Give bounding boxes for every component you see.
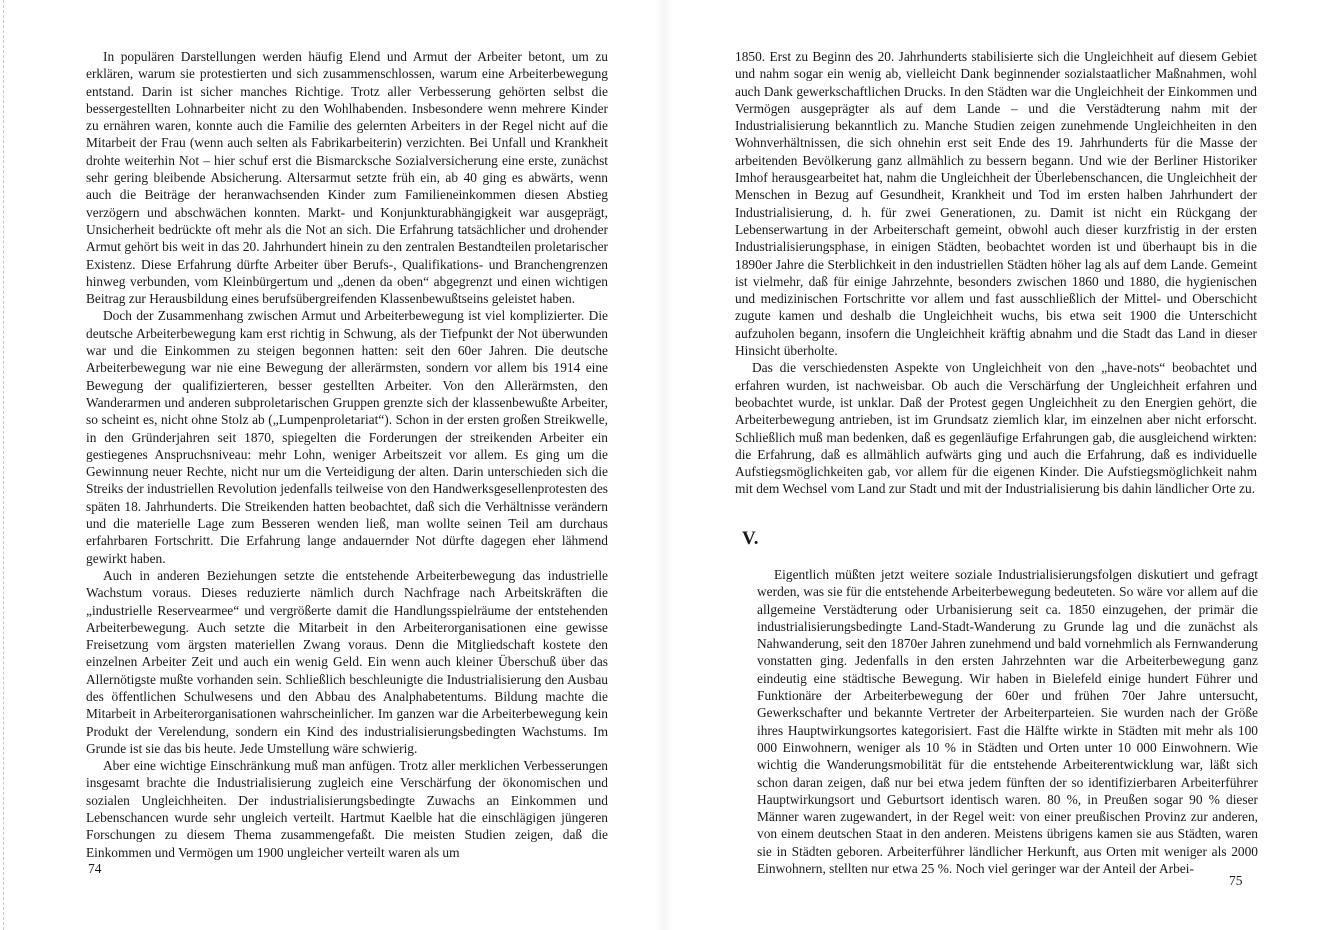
right-page-body-top: [735, 48, 1257, 498]
paragraph: Das die verschiedensten Aspekte von Ungleichheit von den „have-nots“ beobachtet und erfahren wurden, ist nachweisbar. Ob auch die Verschärfung der Ungleichheit erfahren und beobachtet wurde, ist unklar. Daß der Protest gegen Ungleichheit zu den Energien gehört, die Arbeiterbewegung antrieben, ist im Grundsatz ziemlich klar, im einzelnen aber nicht erforscht. Schließlich muß man bedenken, daß es gegenläufige Erfahrungen gab, die ausgleichend wirkten: die Erfahrung, daß es allmählich aufwärts ging und auch die Erfahrung, daß es individuelle Aufstiegsmöglichkeiten gab, vor allem für die eigenen Kinder. Die Aufstiegsmöglichkeit nahm mit dem Wechsel vom Land zur Stadt und mit der Industrialisierung bis dahin ländlicher Orte zu.: [735, 360, 1257, 497]
page-number: 74: [88, 861, 102, 876]
paragraph: 1850. Erst zu Beginn des 20. Jahrhunderts stabilisierte sich die Ungleichheit auf diesem Gebiet und nahm sogar ein wenig ab, vielleicht Dank beginnender sozialstaatlicher Maßnahmen, wohl auch Dank gewerkschaftlichen Drucks. In den Städten war die Ungleichheit der Einkommen und Vermögen ausgeprägter als auf dem Lande – und die Verstädterung nahm mit der Industrialisierung bekanntlich zu. Manche Studien zeigen zunehmende Ungleichheiten in den Wohnverhältnissen, die sich ohnehin erst seit Ende des 19. Jahrhunderts für die Masse der arbeitenden Bevölkerung ganz allmählich zu bessern begann. Und wie der Berliner Historiker Imhof herausgearbeitet hat, nahm die Ungleichheit der Überlebenschancen, die Ungleichheit der Menschen in Bezug auf Gesundheit, Krankheit und Tod im ersten halben Jahrhundert der Industrialisierung, d. h. für zwei Generationen, zu. Damit ist nicht ein Rückgang der Lebenserwartung in der Arbeiterschaft gemeint, obwohl auch dieser kurzfristig in der ersten Industrialisierungsphase, in einigen Städten, beobachtet worden ist und überhaupt bis in die 1890er Jahre die Sterblichkeit in den industriellen Städten höher lag als auf dem Lande. Gemeint ist vielmehr, daß für einige Jahrzehnte, besonders zwischen 1860 und 1880, die hygienischen und medizinischen Fortschritte vor allem und fast ausschließlich der Mittel- und Oberschicht zugute kamen und deshalb die Ungleichheit wuchs, bis etwa seit 1900 die Unterschicht aufzuholen begann, insofern die Ungleichheit kräftig abnahm und die Stadt das Land in dieser Hinsicht überholte.: [735, 49, 1257, 359]
paragraph: In populären Darstellungen werden häufig Elend und Armut der Arbeiter betont, um zu erklären, warum sie protestierten und sich zusammenschlossen, warum eine Arbeiterbewegung entstand. Darin ist sicher manches Richtige. Trotz aller Verbesserung gehörten selbst die bessergestellten Lohnarbeiter nicht zu den Wohlhabenden. Insbesondere wenn mehrere Kinder zu ernähren waren, konnte auch die Familie des gelernten Arbeiters in der Regel nicht auf die Mitarbeit der Frau (wenn auch selten als Fabrikarbeiterin) verzichten. Bei Unfall und Krankheit drohte weiterhin Not – hier schuf erst die Bismarcksche Sozialversicherung eine erste, zunächst sehr gering bleibende Absicherung. Altersarmut setzte früh ein, ab 40 ging es abwärts, wenn auch die Beiträge der heranwachsenden Kinder zum Familieneinkommen diesen Abstieg verzögern und abschwächen konnten. Markt- und Konjunkturabhängigkeit war ausgeprägt, Unsicherheit bedrückte oft mehr als die Not an sich. Die Erfahrung tatsächlicher und drohender Armut gehört bis weit in das 20. Jahrhundert hinein zu den zentralen Bestandteilen proletarischer Existenz. Diese Erfahrung dürfte Arbeiter über Berufs-, Qualifikations- und Branchengrenzen hinweg verbunden, vom Kleinbürgertum und „denen da oben“ abgegrenzt und einen wichtigen Beitrag zur Herausbildung eines berufsübergreifenden Klassenbewußtseins geleistet haben.: [86, 49, 608, 307]
paragraph: Aber eine wichtige Einschränkung muß man anfügen. Trotz aller merklichen Verbesserungen insgesamt brachte die Industrialisierung zugleich eine Verschärfung der ökonomischen und sozialen Ungleichheiten. Der industrialisierungsbedingte Zuwachs an Einkommen und Lebenschancen wurde sehr ungleich verteilt. Hartmut Kaelble hat die einschlägigen jüngeren Forschungen zu diesem Thema zusammengefaßt. Die meisten Studien zeigen, daß die Einkommen und Vermögen um 1900 ungleicher verteilt waren als um: [86, 758, 608, 860]
section-heading: V.: [742, 528, 760, 549]
right-page-body-bottom: [757, 566, 1258, 877]
paragraph: Auch in anderen Beziehungen setzte die entstehende Arbeiterbewegung das industrielle Wachstum voraus. Dieses reduzierte nämlich durch Nachfrage nach Arbeitskräften die „industrielle Reservearmee“ und vergrößerte damit die Handlungsspielräume der entstehenden Arbeiterbewegung. Auch setzte die Mitarbeit in den Arbeiterorganisationen eine gewisse Freisetzung vom ärgsten materiellen Zwang voraus. Denn die Mitgliedschaft kostete den einzelnen Arbeiter Zeit und auch ein wenig Geld. Ein wenn auch kleiner Überschuß über das Allernötigste mußte vorhanden sein. Schließlich beschleunigte die Industrialisierung den Ausbau des öffentlichen Schulwesens und den Abbau des Analphabetentums. Bildung machte die Mitarbeit in Arbeiterorganisationen wahrscheinlicher. Im ganzen war die Arbeiterbewegung kein Produkt der Verelendung, sondern ein Kind des industrialisierungsbedingten Wachstums. Im Grunde ist sie das bis heute. Jede Umstellung wäre schwierig.: [86, 567, 608, 756]
paragraph: Eigentlich müßten jetzt weitere soziale Industrialisierungsfolgen diskutiert und gefragt werden, was sie für die entstehende Arbeiterbewegung bedeuteten. So wäre vor allem auf die allgemeine Verstädterung oder Urbanisierung seit ca. 1850 einzugehen, der primär die industrialisierungsbedingte Land-Stadt-Wanderung zu Grunde lag und die zunächst als Nahwanderung, seit den 1870er Jahren zunehmend und bald vornehmlich als Fernwanderung vonstatten ging. Jedenfalls in den ersten Jahrzehnten war die Arbeiterbewegung ganz eindeutig eine städtische Bewegung. Wir haben in Bielefeld einige hundert Führer und Funktionäre der Arbeiterbewegung der 60er und frühen 70er Jahre untersucht, Gewerkschafter und bekannte Vertreter der Arbeiterparteien. Sie wurden nach der Größe ihres Hauptwirkungsortes kategorisiert. Fast die Hälfte wirkte in Städten mit mehr als 100 000 Einwohnern, weniger als 10 % in Städten und Orten unter 10 000 Einwohnern. Wie wichtig die Wanderungsmobilität für die entstehende Arbeiterentwicklung war, läßt sich schon daran zeigen, daß nur bei etwa jedem fünften der so identifizierbaren Arbeiterführer Hauptwirkungsort und Geburtsort identisch waren. 80 %, in Preußen sogar 90 % dieser Männer waren zugewandert, in der Regel weit: von einer preußischen Provinz zur anderen, von einem deutschen Staat in den anderen. Meistens übrigens kamen sie aus Städten, waren sie in Städten geboren. Arbeiterführer ländlicher Herkunft, aus Orten mit weniger als 2000 Einwohnern, stellten nur etwa 25 %. Noch viel geringer war der Anteil der Arbei-: [757, 567, 1258, 877]
paragraph: Doch der Zusammenhang zwischen Armut und Arbeiterbewegung ist viel komplizierter. Die deutsche Arbeiterbewegung kam erst richtig in Schwung, als der Tiefpunkt der Not überwunden war und die Einkommen zu steigen begonnen hatten: seit den 60er Jahren. Die deutsche Arbeiterbewegung war nie eine Bewegung der allerärmsten, sondern vor allem bis 1914 eine Bewegung der qualifizierteren, besser gestellten Arbeiter. Von den Allerärmsten, den Wanderarmen und anderen subproletarischen Gruppen grenzte sich der klassenbewußte Arbeiter, so scheint es, nicht ohne Stolz ab („Lumpenproletariat“). Schon in der ersten großen Streikwelle, in den Gründerjahren seit 1870, spiegelten die Forderungen der streikenden Arbeiter ein gestiegenes Anspruchsniveau: mehr Lohn, weniger Arbeitszeit vor allem. Es ging um die Gewinnung neuer Rechte, nicht nur um die Verteidigung der alten. Darin unterschieden sich die Streiks der industriellen Revolution jedenfalls teilweise von den Handwerksgesellenprotesten des späten 18. Jahrhunderts. Die Streikenden hatten beobachtet, daß sich die Verhältnisse verändern und die materielle Lage zum Besseren wenden ließ, man wollte seinen Teil am durchaus erfahrbaren Fortschritt. Die Erfahrung lange andauernder Not dürfte dagegen eher lähmend gewirkt haben.: [86, 308, 608, 566]
page-number: 75: [1229, 873, 1243, 888]
left-page-body: [86, 48, 608, 861]
left-page: [0, 0, 655, 930]
